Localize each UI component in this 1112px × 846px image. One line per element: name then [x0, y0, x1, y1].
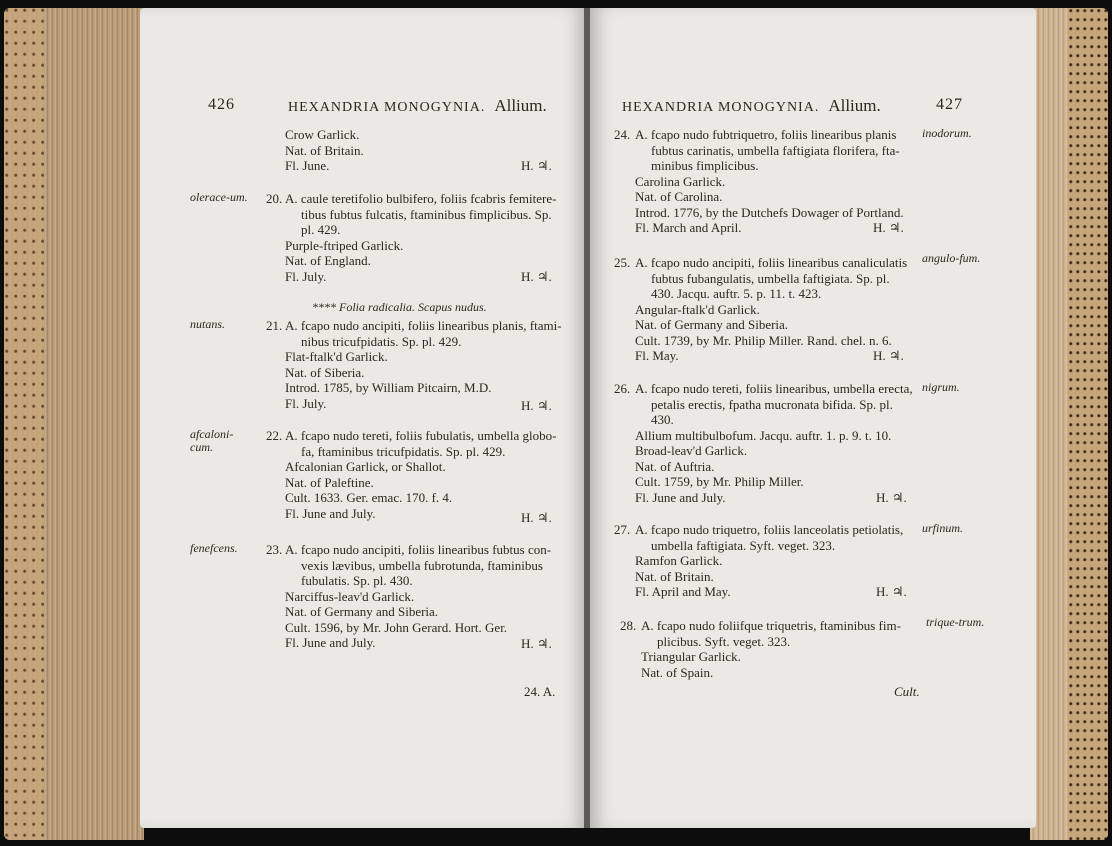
species-number: 28.: [620, 618, 637, 633]
species-number: 20.: [266, 191, 283, 206]
right-genus: Allium.: [828, 96, 881, 115]
habit-symbol: H. ♃.: [876, 584, 907, 599]
species-entry: A. fcapo nudo fubtriquetro, foliis linearibus planis fubtus carinatis, umbella faftigiata florifera, fta- minibus fimplicibus. Carolina Garlick. Nat. of Carolina. Introd. 1776, by the Dutchefs Dowager of Portland. Fl. March and April.: [635, 127, 904, 235]
catchword: 24. A.: [524, 684, 556, 699]
margin-species-name: afcaloni-cum.: [190, 427, 234, 454]
species-number: 27.: [614, 522, 631, 537]
speckled-edge-left: [4, 8, 44, 840]
left-running-head: HEXANDRIA MONOGYNIA. Allium.: [288, 96, 547, 115]
section-heading: **** Folia radicalia. Scapus nudus.: [312, 300, 487, 314]
habit-symbol: H. ♃.: [521, 510, 552, 525]
margin-species-name: fenefcens.: [190, 541, 238, 555]
habit-symbol: H. ♃.: [521, 269, 552, 284]
habit-symbol: H. ♃.: [521, 398, 552, 413]
species-entry: A. fcapo nudo ancipiti, foliis linearibus planis, ftami- nibus tricufpidatis. Sp. pl. 429. Flat-ftalk'd Garlick. Nat. of Siberia. Introd. 1785, by William Pitcairn, M.D. Fl. July.: [285, 318, 562, 411]
margin-species-name: olerace-um.: [190, 190, 248, 204]
habit-symbol: H. ♃.: [521, 158, 552, 173]
margin-species-name: nutans.: [190, 317, 226, 331]
left-genus: Allium.: [494, 96, 547, 115]
margin-species-name: inodorum.: [922, 126, 972, 140]
margin-species-name: angulo-fum.: [922, 251, 981, 265]
book-fore-edge-left: [4, 8, 144, 840]
left-page-number: 426: [208, 96, 235, 113]
habit-symbol: H. ♃.: [521, 636, 552, 651]
species-entry: A. fcapo nudo tereti, foliis linearibus, umbella erecta, petalis erectis, fpatha mucronata bifida. Sp. pl. 430. Allium multibulbofum. Jacqu. auftr. 1. p. 9. t. 10. Broad-leav'd Garlick. Nat. of Auftria. Cult. 1759, by Mr. Philip Miller. Fl. June and July.: [635, 381, 913, 505]
species-entry: A. fcapo nudo triquetro, foliis lanceolatis petiolatis, umbella faftigiata. Syft. veget. 323. Ramfon Garlick. Nat. of Britain. Fl. April and May.: [635, 522, 904, 599]
species-number: 21.: [266, 318, 283, 333]
right-page-number: 427: [936, 96, 963, 113]
right-running-head: HEXANDRIA MONOGYNIA. Allium.: [622, 96, 881, 115]
habit-symbol: H. ♃.: [876, 490, 907, 505]
species-number: 22.: [266, 428, 283, 443]
species-entry: A. fcapo nudo tereti, foliis fubulatis, umbella globo- fa, ftaminibus tricufpidatis. Sp. pl. 429. Afcalonian Garlick, or Shallot. Nat. of Paleftine. Cult. 1633. Ger. emac. 170. f. 4. Fl. June and July.: [285, 428, 557, 521]
catchword: Cult.: [894, 684, 920, 699]
species-entry: A. fcapo nudo ancipiti, foliis linearibus canaliculatis fubtus fubangulatis, umbella faftigiata. Sp. pl. 430. Jacqu. auftr. 5. p. 11. t. 423. Angular-ftalk'd Garlick. Nat. of Germany and Siberia. Cult. 1739, by Mr. Philip Miller. Rand. chel. n. 6. Fl. May.: [635, 255, 908, 363]
habit-symbol: H. ♃.: [873, 220, 904, 235]
species-entry: A. fcapo nudo foliifque triquetris, ftaminibus fim- plicibus. Syft. veget. 323. Triangular Garlick. Nat. of Spain.: [641, 618, 901, 680]
book-fore-edge-right: [1030, 8, 1108, 840]
species-number: 23.: [266, 542, 283, 557]
species-entry: A. caule teretifolio bulbifero, foliis fcabris femitere- tibus fubtus fulcatis, ftaminibus fimplicibus. Sp. pl. 429. Purple-ftriped Garlick. Nat. of England. Fl. July.: [285, 191, 557, 284]
habit-symbol: H. ♃.: [873, 348, 904, 363]
margin-species-name: urfinum.: [922, 521, 964, 535]
speckled-edge-right: [1068, 8, 1108, 840]
species-number: 24.: [614, 127, 631, 142]
species-number: 26.: [614, 381, 631, 396]
species-entry: A. fcapo nudo ancipiti, foliis linearibus fubtus con- vexis lævibus, umbella fubrotunda, ftaminibus fubulatis. Sp. pl. 430. Narciffus-leav'd Garlick. Nat. of Germany and Siberia. Cult. 1596, by Mr. John Gerard. Hort. Ger. Fl. June and July.: [285, 542, 552, 650]
margin-species-name: trique-trum.: [926, 615, 985, 629]
margin-species-name: nigrum.: [922, 380, 960, 394]
species-number: 25.: [614, 255, 631, 270]
left-continuation: Crow Garlick. Nat. of Britain. Fl. June.: [285, 127, 364, 173]
